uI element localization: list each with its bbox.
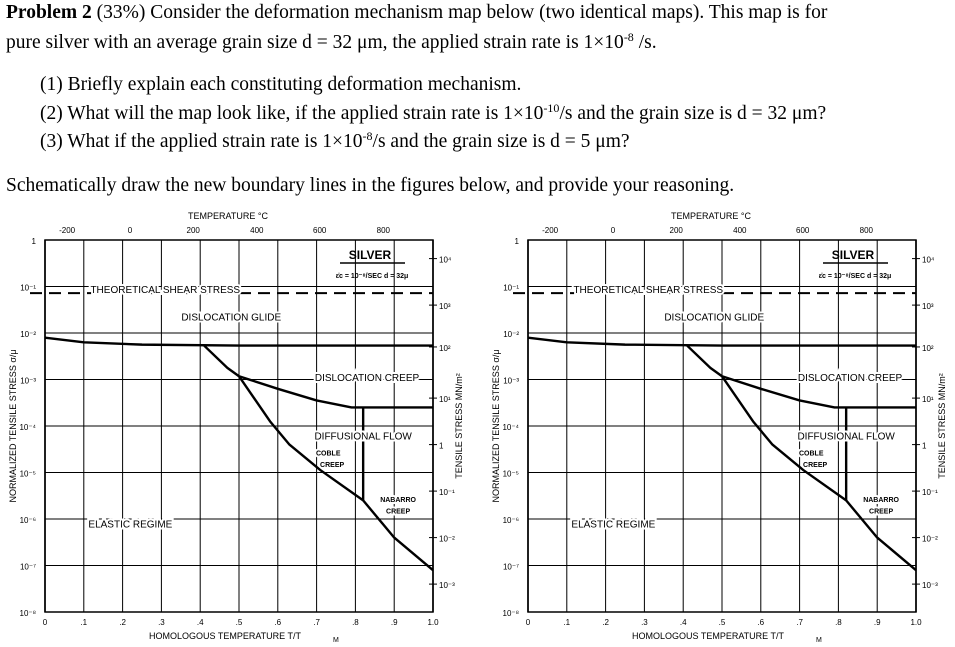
region-label: NABARRO	[380, 497, 416, 505]
y-tick-label: 10⁻⁸	[19, 609, 36, 618]
question-2: (2) What will the map look like, if the applied strain rate is $1\times 10^{-10}/s$ and the grain size is d = 32 μm?	[40, 101, 827, 124]
top-tick-label: -200	[59, 226, 76, 235]
region-label: ELASTIC REGIME	[88, 519, 173, 531]
y-tick-label: 10⁻³	[503, 376, 519, 386]
top-tick-label: 800	[376, 226, 391, 235]
x-tick-label: .7	[313, 618, 320, 627]
right-tick-label: 10³	[922, 302, 934, 312]
top-tick-label: 600	[796, 226, 810, 235]
map-subtitle: ε̇c = 10⁻⁸/SEC d = 32μ	[818, 273, 892, 280]
region-label: ELASTIC REGIME	[571, 519, 656, 531]
top-axis-label: TEMPERATURE °C	[188, 211, 268, 221]
right-tick-label: 10²	[439, 343, 451, 353]
right-tick-label: 10¹	[439, 395, 451, 405]
question-1: (1) Briefly explain each constituting deformation mechanism.	[40, 74, 522, 95]
question-3: (3) What if the applied strain rate is $1\times 10^{-8}/s$ and the grain size is d = 5 μm?	[40, 129, 630, 152]
y-tick-label: 10⁻⁶	[19, 516, 36, 525]
top-tick-label: 400	[250, 226, 264, 235]
y-tick-label: 1	[31, 237, 36, 246]
top-tick-label: 200	[186, 226, 200, 235]
x-axis-label-sub: M	[333, 637, 339, 642]
instruction: Schematically draw the new boundary lines in the figures below, and provide your reasoning.	[6, 175, 735, 196]
top-tick-label: 800	[859, 226, 874, 235]
x-tick-label: .4	[679, 618, 687, 627]
x-axis-label-sub: M	[816, 637, 822, 642]
x-tick-label: 0	[42, 618, 48, 627]
right-tick-label: 10⁻³	[922, 581, 938, 591]
y-tick-label: 10⁻¹	[503, 283, 519, 293]
right-tick-label: 10⁴	[922, 255, 935, 265]
region-label: DISLOCATION CREEP	[797, 373, 903, 385]
deformation-map-right	[483, 205, 955, 642]
y-tick-label: 10⁻³	[20, 376, 36, 386]
problem-intro-line2: pure silver with an average grain size d = 32 μm, the applied strain rate is $1\times 10^{-8}$ /s.	[6, 30, 657, 53]
map-title: SILVER	[831, 248, 875, 262]
region-label: CREEP	[320, 462, 345, 470]
map-subtitle: ε̇c = 10⁻⁸/SEC d = 32μ	[335, 273, 409, 280]
y-tick-label: 10⁻⁵	[19, 469, 36, 479]
y-axis-label: NORMALIZED TENSILE STRESS σ/μ	[8, 349, 18, 503]
right-tick-label: 10¹	[922, 395, 934, 405]
x-tick-label: .5	[235, 618, 243, 627]
x-tick-label: .2	[119, 618, 126, 627]
region-label: DIFFUSIONAL FLOW	[314, 431, 412, 443]
x-tick-label: 1.0	[427, 618, 439, 627]
x-tick-label: .2	[602, 618, 609, 627]
y-tick-label: 10⁻⁷	[502, 562, 519, 572]
x-tick-label: .4	[196, 618, 204, 627]
x-tick-label: 1.0	[910, 618, 922, 627]
right-tick-label: 10⁻³	[439, 581, 455, 591]
x-tick-label: .3	[641, 618, 648, 627]
x-tick-label: .1	[80, 618, 88, 627]
x-tick-label: .3	[158, 618, 165, 627]
right-tick-label: 10²	[922, 343, 934, 353]
y-tick-label: 10⁻⁴	[502, 423, 519, 432]
x-tick-label: .7	[796, 618, 803, 627]
y-tick-label: 10⁻⁷	[19, 562, 36, 572]
x-tick-label: .9	[873, 618, 881, 627]
right-axis-label: TENSILE STRESS MN/m²	[454, 373, 464, 479]
region-label: CREEP	[803, 462, 828, 470]
x-tick-label: 0	[525, 618, 531, 627]
right-tick-label: 1	[922, 441, 927, 451]
map-title: SILVER	[348, 248, 392, 262]
y-tick-label: 10⁻²	[20, 330, 36, 339]
top-tick-label: 0	[127, 226, 133, 235]
y-tick-label: 10⁻⁶	[502, 516, 519, 525]
y-axis-label: NORMALIZED TENSILE STRESS σ/μ	[491, 349, 501, 503]
top-tick-label: 0	[610, 226, 616, 235]
right-axis-label: TENSILE STRESS MN/m²	[937, 373, 947, 479]
region-label: THEORETICAL SHEAR STRESS	[90, 284, 241, 296]
x-axis-label: HOMOLOGOUS TEMPERATURE T/T	[631, 631, 785, 641]
right-tick-label: 10⁻¹	[439, 488, 455, 498]
region-label: CREEP	[869, 508, 894, 516]
y-tick-label: 1	[514, 237, 519, 246]
region-label: THEORETICAL SHEAR STRESS	[573, 284, 724, 296]
region-label: CREEP	[386, 508, 411, 516]
x-axis-label: HOMOLOGOUS TEMPERATURE T/T	[148, 631, 302, 641]
x-tick-label: .5	[718, 618, 726, 627]
region-label: DISLOCATION GLIDE	[181, 312, 282, 324]
x-tick-label: .8	[352, 618, 359, 627]
right-tick-label: 10⁴	[439, 255, 452, 265]
x-tick-label: .8	[835, 618, 842, 627]
right-tick-label: 10³	[439, 302, 451, 312]
top-tick-label: 600	[313, 226, 327, 235]
x-tick-label: .1	[563, 618, 571, 627]
right-tick-label: 10⁻²	[922, 534, 938, 544]
problem-intro-line1: Problem 2 (33%) Consider the deformation mechanism map below (two identical maps). This map is for	[6, 2, 828, 23]
region-label: DISLOCATION CREEP	[314, 373, 420, 385]
x-tick-label: .9	[390, 618, 398, 627]
right-tick-label: 10⁻¹	[922, 488, 938, 498]
right-tick-label: 1	[439, 441, 444, 451]
x-tick-label: .6	[757, 618, 765, 627]
y-tick-label: 10⁻⁴	[19, 423, 36, 432]
y-tick-label: 10⁻²	[503, 330, 519, 339]
top-tick-label: -200	[542, 226, 559, 235]
right-tick-label: 10⁻²	[439, 534, 455, 544]
x-tick-label: .6	[274, 618, 282, 627]
top-axis-label: TEMPERATURE °C	[671, 211, 751, 221]
y-tick-label: 10⁻⁵	[502, 469, 519, 479]
y-tick-label: 10⁻¹	[20, 283, 36, 293]
top-tick-label: 200	[669, 226, 683, 235]
region-label: COBLE	[315, 450, 341, 458]
region-label: DISLOCATION GLIDE	[664, 312, 765, 324]
region-label: DIFFUSIONAL FLOW	[797, 431, 895, 443]
y-tick-label: 10⁻⁸	[502, 609, 519, 618]
top-tick-label: 400	[733, 226, 747, 235]
deformation-map-left	[0, 205, 475, 642]
region-label: NABARRO	[863, 497, 899, 505]
region-label: COBLE	[798, 450, 824, 458]
